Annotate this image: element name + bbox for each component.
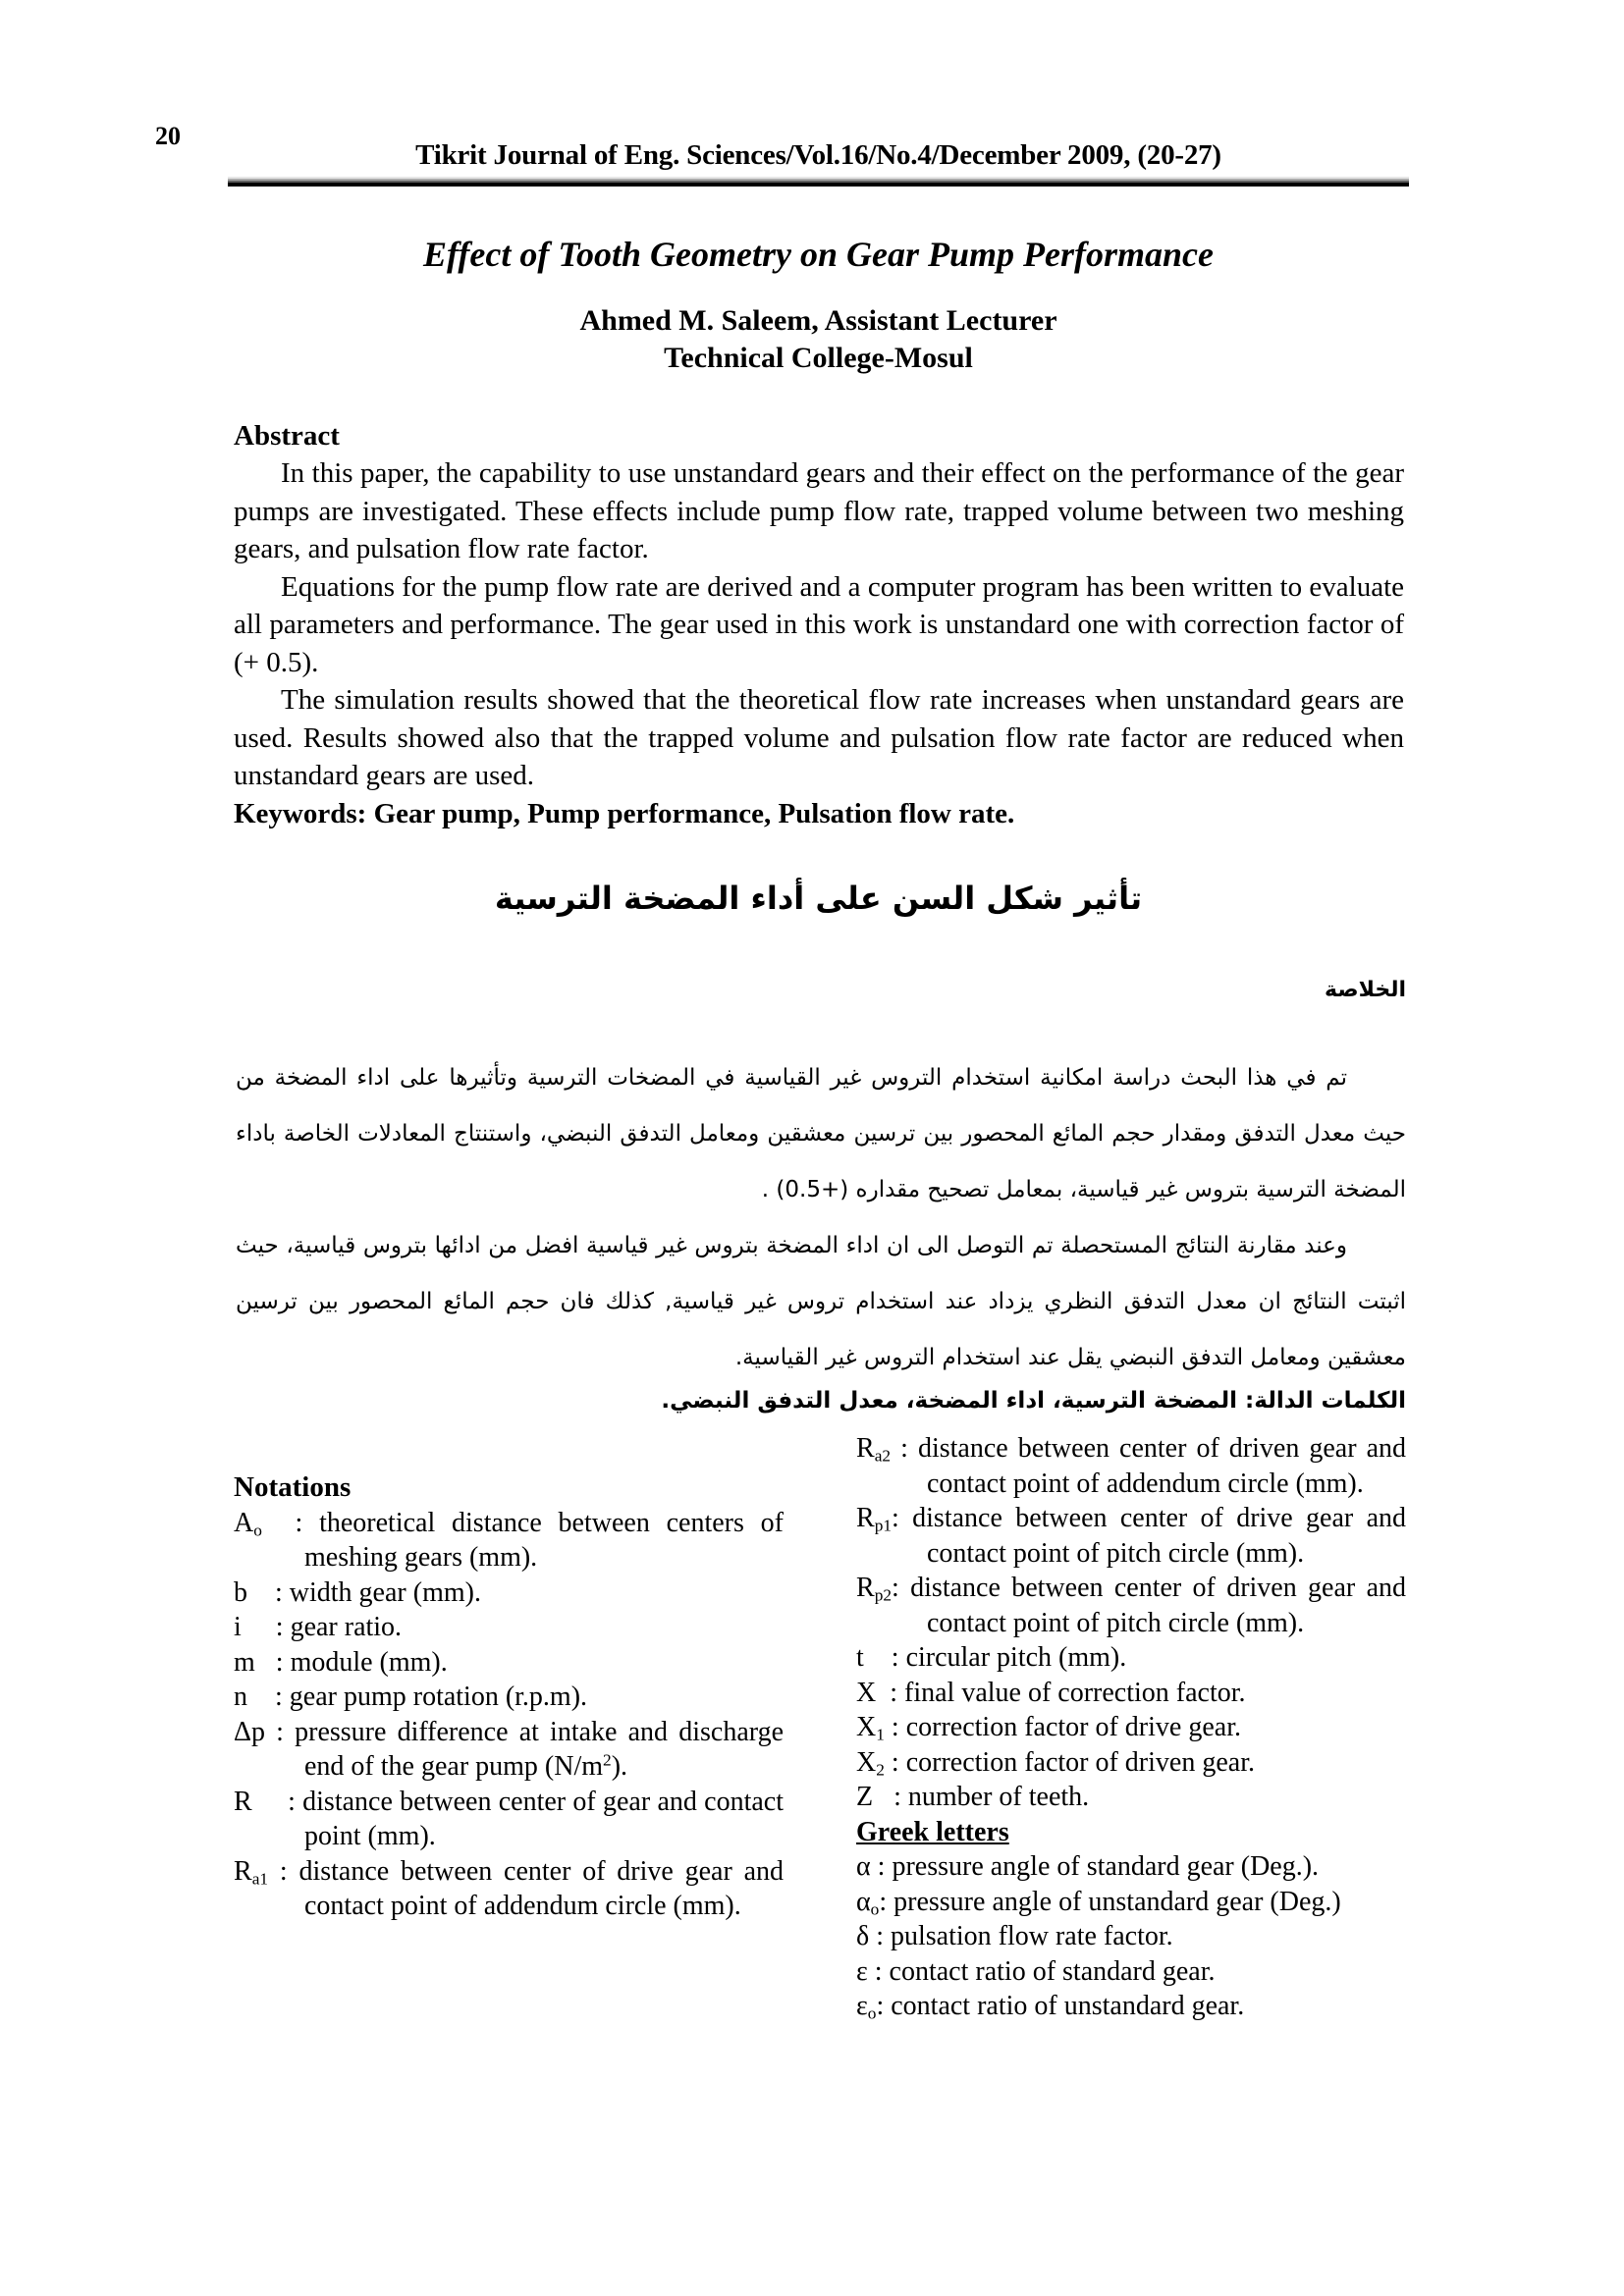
running-head: Tikrit Journal of Eng. Sciences/Vol.16/No.4/December 2009, (20-27): [415, 139, 1221, 171]
notation-separator: :: [892, 1503, 913, 1533]
notation-symbol: n: [234, 1682, 247, 1712]
header-rule: [228, 177, 1409, 187]
notation-symbol: $A_o$: [234, 1507, 262, 1539]
notation-subscript: a2: [874, 1446, 892, 1466]
abstract-paragraph: In this paper, the capability to use unstandard gears and their effect on the performance of the gear pumps are investigated. These effects include pump flow rate, trapped volume between two meshing gears, and pulsation flow rate factor.: [234, 457, 1404, 564]
notation-item: [234, 1785, 784, 1854]
notation-definition: pressure angle of unstandard gear (Deg.): [893, 1886, 1341, 1917]
arabic-abstract-heading: الخلاصة: [1325, 978, 1406, 1002]
notation-separator: :: [863, 1642, 906, 1673]
notation-symbol: R: [234, 1786, 252, 1817]
notation-definition: width gear (mm).: [289, 1576, 481, 1608]
notation-symbol: ε: [856, 1955, 868, 1987]
notation-item: [234, 1854, 784, 1924]
notation-definition: distance between center of driven gear and contact point of pitch circle (mm).: [910, 1573, 1406, 1638]
author-block: [228, 302, 1409, 377]
notation-item: [234, 1680, 784, 1715]
notation-definition: correction factor of drive gear.: [905, 1712, 1241, 1742]
notation-definition: distance between center of drive gear and contact point of pitch circle (mm).: [912, 1503, 1406, 1569]
notation-separator: :: [251, 1786, 303, 1817]
notation-item: [856, 1849, 1406, 1885]
notation-symbol: i: [234, 1612, 242, 1642]
notation-item: [234, 1575, 784, 1611]
notation-definition: gear pump rotation (r.p.m).: [289, 1682, 588, 1712]
notation-separator: :: [876, 1991, 892, 2021]
notation-item: [234, 1645, 784, 1681]
notation-symbol: α: [856, 1851, 871, 1882]
notations-right-column: [856, 1431, 1406, 2024]
notation-item: [856, 1780, 1406, 1815]
notation-subscript: p2: [874, 1585, 893, 1605]
arabic-paragraph: وعند مقارنة النتائج المستحصلة تم التوصل الى ان اداء المضخة بتروس غير قياسية افضل من ادائها بتروس قياسية، حيث اثبتت النتائج ان معدل التدفق النظري يزداد عند استخدام تروس غير قياسية, كذلك فان حجم المائع المحصور بين ترسين معشقين ومعامل التدفق النبضي يقل عند استخدام التروس غير القياسية.: [236, 1233, 1406, 1370]
notation-symbol: $\alpha_o$: [856, 1886, 880, 1918]
notation-subscript: 1: [876, 1725, 885, 1744]
notation-symbol: X: [856, 1677, 877, 1708]
notation-definition: contact ratio of unstandard gear.: [891, 1991, 1245, 2021]
notation-definition: theoretical distance between centers of meshing gears (mm).: [304, 1507, 785, 1573]
notation-separator: :: [241, 1612, 291, 1642]
arabic-title: تأثير شكل السن على أداء المضخة الترسية: [494, 880, 1143, 917]
notation-symbol: b: [234, 1576, 247, 1608]
paper-title: Effect of Tooth Geometry on Gear Pump Performance: [423, 235, 1214, 274]
notation-item: [856, 1745, 1406, 1781]
notation-subscript: a1: [251, 1868, 269, 1888]
abstract-body: [234, 454, 1404, 832]
notation-symbol: $R_{p1}$: [856, 1503, 893, 1535]
notation-subscript: p1: [874, 1516, 893, 1535]
notation-symbol: Δp: [234, 1716, 266, 1747]
notation-definition: final value of correction factor.: [904, 1677, 1246, 1708]
notation-symbol: t: [856, 1642, 864, 1673]
arabic-keywords: الكلمات الدالة: المضخة الترسية، اداء المضخة، معدل التدفق النبضي.: [661, 1388, 1406, 1414]
notation-symbol: $X_2$: [856, 1746, 885, 1779]
notation-item: [856, 1676, 1406, 1711]
notation-separator: :: [884, 1746, 906, 1778]
notation-definition: distance between center of drive gear and contact point of addendum circle (mm).: [298, 1855, 785, 1921]
arabic-abstract-body: [236, 1050, 1406, 1386]
notation-definition: pressure angle of standard gear (Deg.).: [892, 1851, 1320, 1882]
notations-heading: Notations: [234, 1471, 352, 1503]
notation-definition-end: ).: [611, 1751, 628, 1782]
notation-item: [856, 1954, 1406, 1990]
notation-definition: contact ratio of standard gear.: [889, 1955, 1216, 1987]
notation-separator: :: [268, 1855, 299, 1887]
notation-item: [856, 1885, 1406, 1920]
notation-list-left: [234, 1506, 784, 1924]
notation-definition: circular pitch (mm).: [905, 1642, 1127, 1673]
author-line: Ahmed M. Saleem, Assistant Lecturer: [579, 304, 1057, 337]
notation-separator: :: [876, 1677, 905, 1708]
notation-item: [856, 1710, 1406, 1745]
notation-item: [856, 1431, 1406, 1501]
keywords: Keywords: Gear pump, Pump performance, Pulsation flow rate.: [234, 797, 1015, 829]
notation-subscript: 2: [876, 1759, 885, 1779]
notation-item: [856, 1640, 1406, 1676]
notation-item: [234, 1715, 784, 1785]
notation-separator: :: [867, 1955, 890, 1987]
notation-list-right: [856, 1431, 1406, 1815]
notation-symbol: $R_{p2}$: [856, 1573, 893, 1605]
abstract-paragraph: Equations for the pump flow rate are derived and a computer program has been written to evaluate all parameters and performance. The gear used in this work is unstandard one with correction factor of (+ 0.5).: [234, 570, 1404, 678]
rule-band-4: [228, 183, 1409, 187]
notation-definition: module (mm).: [290, 1646, 448, 1678]
notation-item: [234, 1610, 784, 1645]
notations-left-column: [234, 1470, 784, 1924]
notation-separator: :: [247, 1682, 290, 1712]
notation-definition: gear ratio.: [290, 1612, 403, 1642]
notation-symbol: $R_{a1}$: [234, 1855, 269, 1888]
notation-definition: pulsation flow rate factor.: [890, 1921, 1173, 1951]
greek-letters-heading: Greek letters: [856, 1816, 1009, 1847]
notation-separator: :: [891, 1433, 918, 1464]
notation-symbol: m: [234, 1646, 255, 1678]
notation-symbol: Z: [856, 1782, 874, 1812]
notation-item: [856, 1989, 1406, 2024]
notation-subscript: o: [870, 1898, 880, 1918]
notation-separator: :: [884, 1712, 906, 1742]
notation-definition: distance between center of driven gear and contact point of addendum circle (mm).: [917, 1433, 1407, 1499]
notation-symbol: δ: [856, 1921, 870, 1951]
notation-symbol: $R_{a2}$: [856, 1433, 892, 1466]
arabic-paragraph: تم في هذا البحث دراسة امكانية استخدام التروس غير القياسية في المضخات الترسية وتأثيرها على اداء المضخة من حيث معدل التدفق ومقدار حجم المائع المحصور بين ترسين معشقين ومعامل التدفق النبضي، واستنتاج المعادلات الخاصة باداء المضخة الترسية بتروس غير قياسية، بمعامل تصحيح مقداره (+0.5) .: [236, 1065, 1406, 1202]
greek-notation-list: [856, 1849, 1406, 2024]
notation-separator: :: [869, 1921, 891, 1951]
notation-item: [856, 1571, 1406, 1640]
affiliation: Technical College-Mosul: [664, 342, 973, 374]
notation-definition: distance between center of gear and contact point (mm).: [302, 1786, 784, 1851]
notation-symbol: $\varepsilon_o$: [856, 1991, 877, 2023]
notation-separator: :: [254, 1646, 291, 1678]
abstract-paragraph: The simulation results showed that the theoretical flow rate increases when unstandard gears are used. Results showed also that the trapped volume and pulsation flow rate factor are reduced when unstandard gears are used.: [234, 684, 1404, 791]
notation-separator: :: [247, 1576, 290, 1608]
notation-definition: number of teeth.: [907, 1782, 1090, 1812]
notation-separator: :: [879, 1886, 894, 1917]
notation-item: [856, 1919, 1406, 1954]
notation-superscript: 2: [603, 1750, 612, 1770]
notation-symbol: $X_1$: [856, 1712, 885, 1744]
notation-subscript: o: [867, 2003, 877, 2023]
notation-separator: :: [873, 1782, 908, 1812]
notation-item: [856, 1501, 1406, 1571]
notation-separator: :: [892, 1573, 911, 1603]
notation-separator: :: [265, 1716, 296, 1747]
notation-definition: pressure difference at intake and discharge end of the gear pump (N/m: [295, 1716, 784, 1782]
notation-separator: :: [870, 1851, 893, 1882]
page-number: 20: [155, 122, 181, 150]
notation-item: [234, 1506, 784, 1575]
notation-subscript: o: [253, 1520, 262, 1539]
abstract-heading: Abstract: [234, 420, 340, 452]
notation-definition: correction factor of driven gear.: [905, 1746, 1255, 1778]
notation-separator: :: [261, 1507, 320, 1538]
